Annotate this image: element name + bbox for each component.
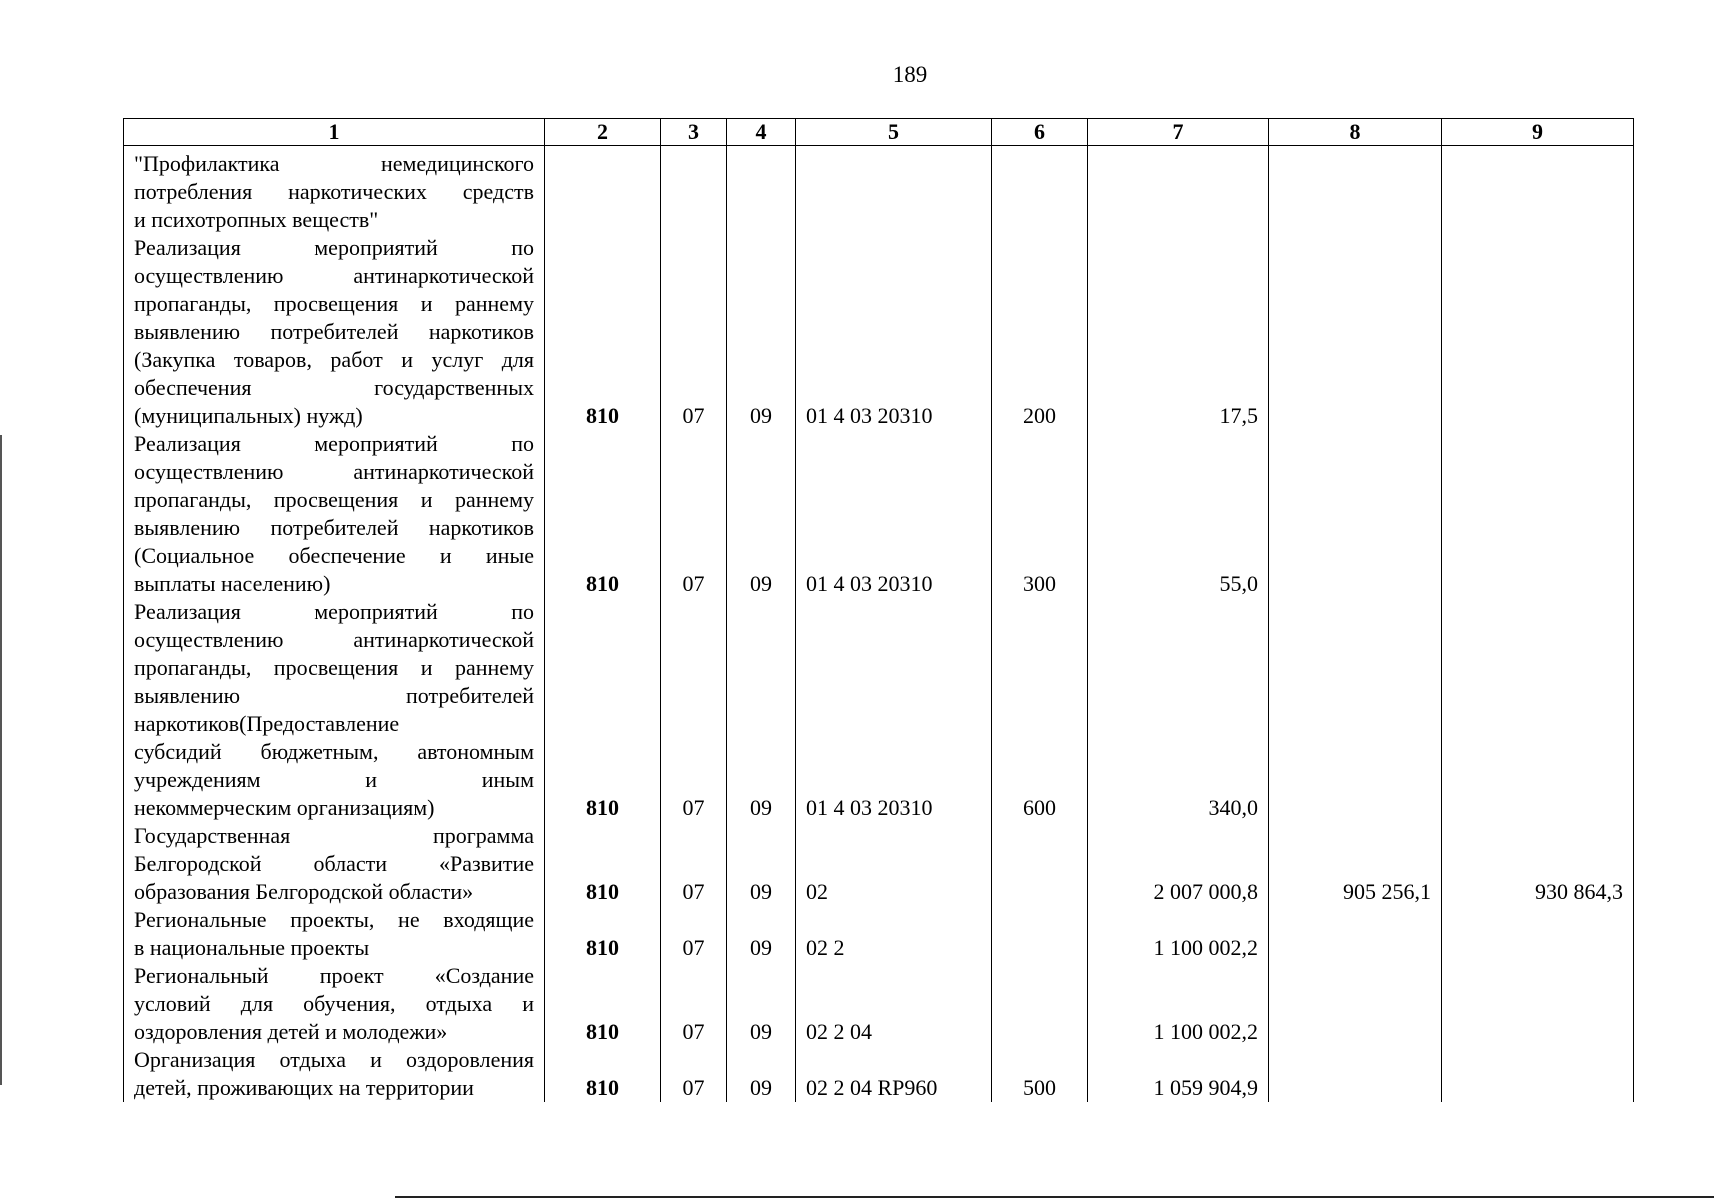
section-code: 07	[661, 962, 727, 1046]
header-col-6: 6	[992, 119, 1088, 146]
description-line: субсидий бюджетным, автономным	[134, 739, 534, 764]
bottom-rule	[395, 1196, 1714, 1198]
table-row	[124, 906, 1634, 962]
amount-col-8	[1269, 962, 1442, 1046]
target-article-code: 02 2 04 RP960	[796, 1046, 992, 1102]
admin-code: 810	[545, 430, 661, 598]
amount-col-8	[1269, 906, 1442, 962]
description-line: осуществлению антинаркотической	[134, 459, 534, 484]
expense-type-code: 200	[992, 234, 1088, 430]
target-article-code: 01 4 03 20310	[796, 430, 992, 598]
description-line: (муниципальных) нужд)	[134, 403, 363, 428]
description-line: в национальные проекты	[134, 935, 370, 960]
table-header	[124, 119, 1634, 146]
description-line: Региональные проекты, не входящие	[134, 907, 534, 932]
row-description	[124, 1046, 545, 1102]
row-description	[124, 430, 545, 598]
description-line: Реализация мероприятий по	[134, 431, 534, 456]
target-article-code: 02 2	[796, 906, 992, 962]
header-col-1: 1	[124, 119, 545, 146]
section-code: 07	[661, 598, 727, 822]
description-line: некоммерческим организациям)	[134, 795, 435, 820]
description-line: пропаганды, просвещения и раннему	[134, 291, 534, 316]
amount-col-8	[1269, 430, 1442, 598]
table-row	[124, 234, 1634, 430]
amount-col-9	[1442, 430, 1634, 598]
section-code: 07	[661, 234, 727, 430]
subsection-code: 09	[727, 430, 796, 598]
section-code: 07	[661, 1046, 727, 1102]
description-line: "Профилактика немедицинского	[134, 151, 534, 176]
amount-col-7	[1088, 146, 1269, 235]
expense-type-code	[992, 906, 1088, 962]
description-line: пропаганды, просвещения и раннему	[134, 487, 534, 512]
amount-col-7: 17,5	[1088, 234, 1269, 430]
subsection-code: 09	[727, 234, 796, 430]
row-description	[124, 962, 545, 1046]
amount-col-7: 1 059 904,9	[1088, 1046, 1269, 1102]
subsection-code: 09	[727, 906, 796, 962]
target-article-code: 01 4 03 20310	[796, 234, 992, 430]
expense-type-code: 600	[992, 598, 1088, 822]
subsection-code: 09	[727, 598, 796, 822]
scan-edge-line	[0, 435, 2, 1085]
budget-table	[123, 118, 1634, 1102]
header-col-4: 4	[727, 119, 796, 146]
description-line: учреждениям и иным	[134, 767, 534, 792]
amount-col-8	[1269, 598, 1442, 822]
description-line: выявлению потребителей наркотиков	[134, 515, 534, 540]
expense-type-code	[992, 822, 1088, 906]
section-code: 07	[661, 906, 727, 962]
description-line: Реализация мероприятий по	[134, 599, 534, 624]
description-line: выплаты населению)	[134, 571, 331, 596]
description-line: детей, проживающих на территории	[134, 1075, 474, 1100]
admin-code: 810	[545, 598, 661, 822]
subsection-code: 09	[727, 822, 796, 906]
admin-code	[545, 146, 661, 235]
amount-col-9	[1442, 146, 1634, 235]
description-line: и психотропных веществ"	[134, 207, 379, 232]
admin-code: 810	[545, 962, 661, 1046]
description-line: осуществлению антинаркотической	[134, 627, 534, 652]
description-line: Региональный проект «Создание	[134, 963, 534, 988]
table-row	[124, 598, 1634, 822]
header-col-8: 8	[1269, 119, 1442, 146]
amount-col-9	[1442, 598, 1634, 822]
description-line: оздоровления детей и молодежи»	[134, 1019, 448, 1044]
header-col-5: 5	[796, 119, 992, 146]
admin-code: 810	[545, 1046, 661, 1102]
row-description	[124, 146, 545, 235]
table-row	[124, 1046, 1634, 1102]
description-line: (Социальное обеспечение и иные	[134, 543, 534, 568]
table-row	[124, 430, 1634, 598]
description-line: Организация отдыха и оздоровления	[134, 1047, 534, 1072]
subsection-code: 09	[727, 962, 796, 1046]
description-line: потребления наркотических средств	[134, 179, 534, 204]
expense-type-code: 500	[992, 1046, 1088, 1102]
row-description	[124, 822, 545, 906]
section-code	[661, 146, 727, 235]
description-line: (Закупка товаров, работ и услуг для	[134, 347, 534, 372]
header-col-9: 9	[1442, 119, 1634, 146]
row-description	[124, 906, 545, 962]
description-line: обеспечения государственных	[134, 375, 534, 400]
table-row	[124, 822, 1634, 906]
target-article-code: 01 4 03 20310	[796, 598, 992, 822]
target-article-code	[796, 146, 992, 235]
expense-type-code: 300	[992, 430, 1088, 598]
target-article-code: 02	[796, 822, 992, 906]
amount-col-9	[1442, 234, 1634, 430]
section-code: 07	[661, 430, 727, 598]
description-line: выявлению потребителей	[134, 683, 534, 708]
description-line: Реализация мероприятий по	[134, 235, 534, 260]
row-description	[124, 598, 545, 822]
row-description	[124, 234, 545, 430]
admin-code: 810	[545, 822, 661, 906]
description-line: Белгородской области «Развитие	[134, 851, 534, 876]
table-body	[124, 146, 1634, 1103]
description-line: образования Белгородской области»	[134, 879, 474, 904]
header-col-2: 2	[545, 119, 661, 146]
subsection-code: 09	[727, 1046, 796, 1102]
amount-col-7: 55,0	[1088, 430, 1269, 598]
description-line: пропаганды, просвещения и раннему	[134, 655, 534, 680]
description-line: выявлению потребителей наркотиков	[134, 319, 534, 344]
amount-col-7: 1 100 002,2	[1088, 906, 1269, 962]
table-row	[124, 146, 1634, 235]
amount-col-8: 905 256,1	[1269, 822, 1442, 906]
amount-col-9: 930 864,3	[1442, 822, 1634, 906]
expense-type-code	[992, 146, 1088, 235]
target-article-code: 02 2 04	[796, 962, 992, 1046]
amount-col-9	[1442, 962, 1634, 1046]
admin-code: 810	[545, 906, 661, 962]
expense-type-code	[992, 962, 1088, 1046]
description-line: Государственная программа	[134, 823, 534, 848]
header-col-7: 7	[1088, 119, 1269, 146]
amount-col-8	[1269, 1046, 1442, 1102]
page-number: 189	[892, 62, 928, 87]
amount-col-7: 340,0	[1088, 598, 1269, 822]
amount-col-7: 2 007 000,8	[1088, 822, 1269, 906]
amount-col-9	[1442, 906, 1634, 962]
description-line: условий для обучения, отдыха и	[134, 991, 534, 1016]
amount-col-8	[1269, 234, 1442, 430]
admin-code: 810	[545, 234, 661, 430]
description-line: осуществлению антинаркотической	[134, 263, 534, 288]
amount-col-9	[1442, 1046, 1634, 1102]
header-col-3: 3	[661, 119, 727, 146]
table-row	[124, 962, 1634, 1046]
section-code: 07	[661, 822, 727, 906]
subsection-code	[727, 146, 796, 235]
description-line: наркотиков(Предоставление	[134, 711, 400, 736]
amount-col-7: 1 100 002,2	[1088, 962, 1269, 1046]
amount-col-8	[1269, 146, 1442, 235]
